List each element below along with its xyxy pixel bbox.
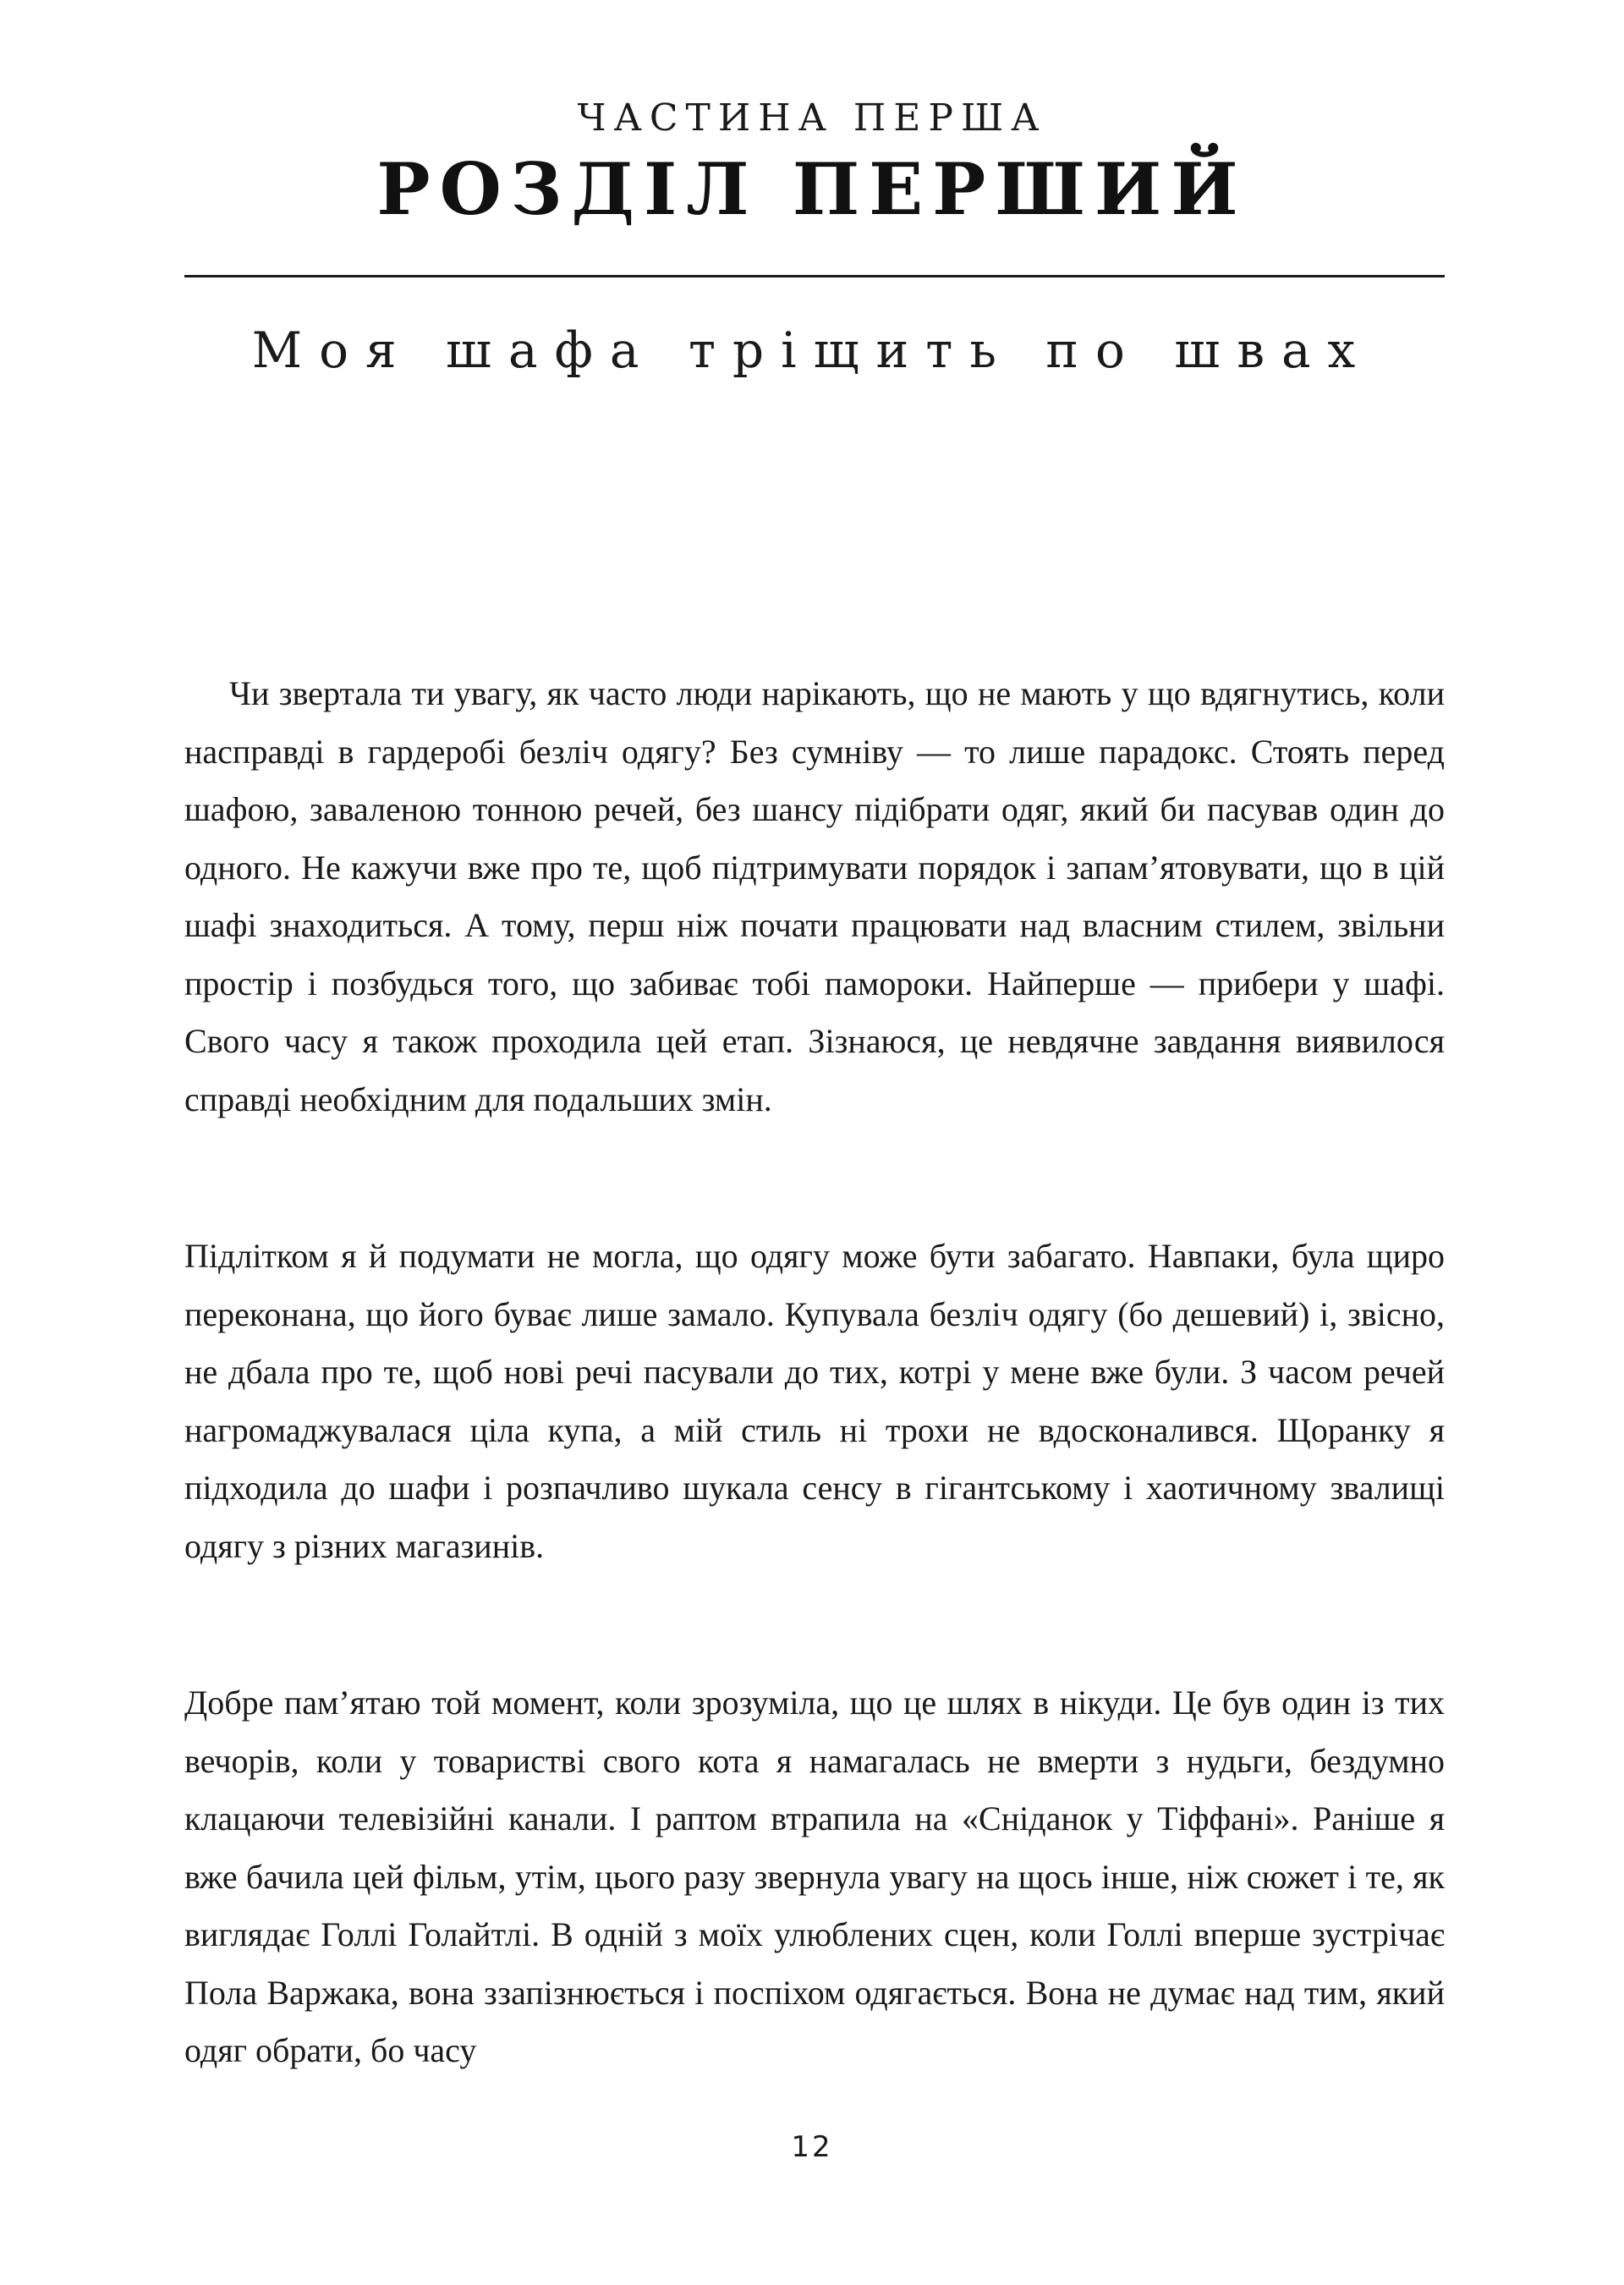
title-divider [184, 275, 1445, 277]
chapter-title: РОЗДІЛ ПЕРШИЙ [376, 147, 1248, 231]
paragraph: Підлітком я й подумати не могла, що одягу може бути забагато. Навпаки, була щиро переконана, що його буває лише замало. Купувала безліч одягу (бо дешевий) і, звісно, не дбала про те, щоб нові речі пасували до тих, котрі у мене вже були. З часом речей нагромаджувалася ціла купа, а мій стиль ні трохи не вдосконалився. Щоранку я підходила до шафи і розпачливо шукала сенсу в гігантському і хаотичному звалищі одягу з різних магазинів. [184, 1237, 1445, 1565]
part-label: ЧАСТИНА ПЕРША [577, 96, 1047, 140]
page-number: 12 [791, 2130, 833, 2164]
chapter-subtitle: Моя шафа тріщить по швах [251, 321, 1373, 379]
paragraph: Чи звертала ти увагу, як часто люди нарікають, що не мають у що вдягнутись, коли насправді в гардеробі безліч одягу? Без сумніву — то лише парадокс. Стоять перед шафою, заваленою тонною речей, без шансу підібрати одяг, який би пасував один до одного. Не кажучи вже про те, щоб підтримувати порядок і запам’ятовувати, що в цій шафі знаходиться. А тому, перш ніж почати працювати над власним стилем, звільни простір і позбудься того, що забиває тобі памороки. Найперше — прибери у шафі. Свого часу я також проходила цей етап. Зізнаюся, це невдячне завдання виявилося справді необхідним для подальших змін. [184, 674, 1445, 1118]
body-text [184, 665, 1445, 2080]
paragraph: Добре пам’ятаю той момент, коли зрозуміла, що це шлях в нікуди. Це був один із тих вечорів, коли у товаристві свого кота я намагалась не вмерти з нудьги, бездумно клацаючи телевізійні канали. І раптом втрапила на «Сніданок у Тіффані». Раніше я вже бачила цей фільм, утім, цього разу звернула увагу на щось інше, ніж сюжет і те, як виглядає Голлі Голайтлі. В одній з моїх улюблених сцен, коли Голлі вперше зустрічає Пола Варжака, вона ззапізнюється і поспіхом одягається. Вона не думає над тим, який одяг обрати, бо часу [184, 1684, 1445, 2069]
